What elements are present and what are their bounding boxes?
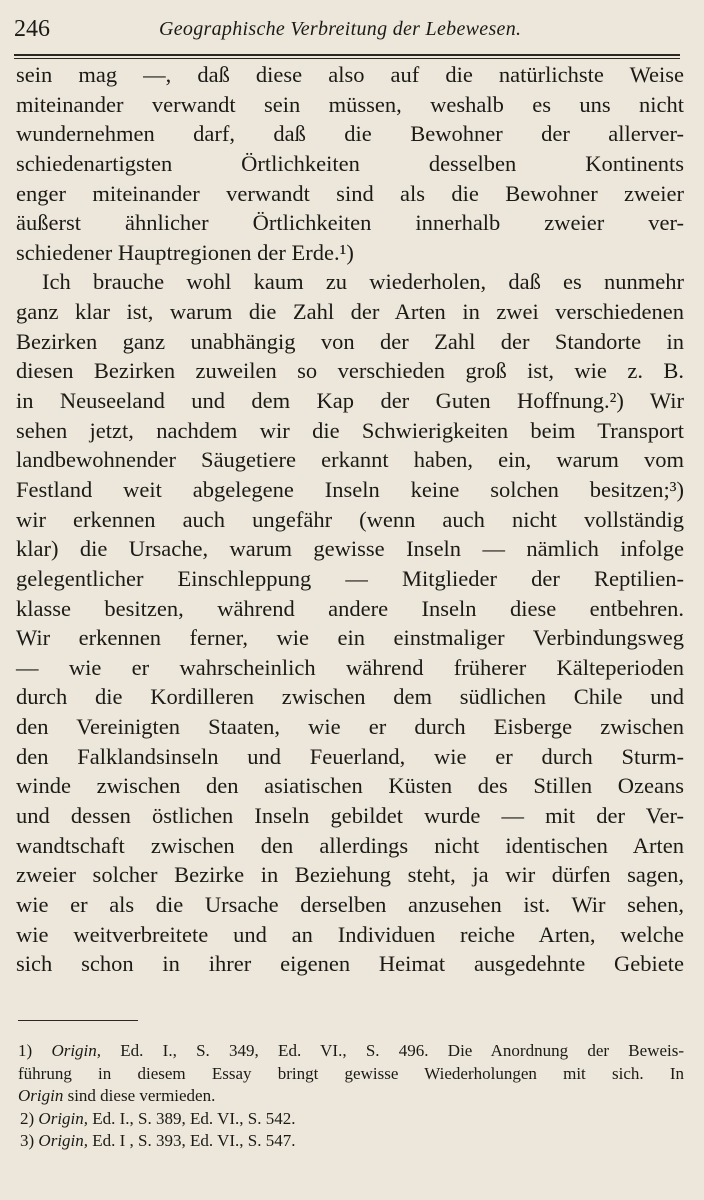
text-line: äußerst ähnlicher Örtlichkeiten innerhalb zweier ver-	[16, 210, 684, 236]
footnotes	[18, 1040, 684, 1153]
text-line: schiedener Hauptregionen der Erde.¹)	[16, 239, 354, 265]
text-line: und dessen östlichen Inseln gebildet wurde — mit der Ver-	[16, 803, 684, 829]
text-line: wandtschaft zwischen den allerdings nicht identischen Arten	[16, 832, 684, 858]
footnote-source-title: Origin,	[38, 1131, 89, 1150]
footnote-marker: 1)	[18, 1041, 33, 1060]
header-rule-thick	[14, 54, 680, 56]
footnote-1-end	[18, 1085, 684, 1108]
text-line: Ich brauche wohl kaum zu wiederholen, daß es nunmehr	[42, 269, 684, 295]
footnote-1	[18, 1040, 684, 1063]
footnote-source-title: Origin,	[38, 1108, 89, 1128]
text-line: den Falklandsinseln und Feuerland, wie er durch Sturm-	[16, 743, 684, 769]
text-line: diesen Bezirken zuweilen so verschieden groß ist, wie z. B.	[16, 358, 684, 384]
running-title: Geographische Verbreitung der Lebewesen.	[159, 18, 522, 40]
footnote-text: Ed. I., S. 349, Ed. VI., S. 496. Die Anordnung der Beweis-	[120, 1041, 685, 1060]
footnote-1-continued: führung in diesem Essay bringt gewisse Wiederholungen mit sich. In	[18, 1063, 684, 1083]
text-line: Bezirken ganz unabhängig von der Zahl der Standorte in	[16, 328, 684, 354]
footnote-marker: 3)	[20, 1131, 35, 1150]
text-line: ganz klar ist, warum die Zahl der Arten in zwei verschiedenen	[16, 299, 684, 325]
text-line: landbewohnender Säugetiere erkannt haben, ein, warum vom	[16, 447, 684, 473]
text-line: Wir erkennen ferner, wie ein einstmaliger Verbindungsweg	[16, 625, 684, 651]
footnote-text: Ed. I , S. 393, Ed. VI., S. 547.	[92, 1131, 296, 1150]
text-line: miteinander verwandt sein müssen, weshalb es uns nicht	[16, 91, 684, 117]
text-line: Festland weit abgelegene Inseln keine solchen besitzen;³)	[16, 476, 684, 502]
footnote-text: Ed. I., S. 389, Ed. VI., S. 542.	[92, 1108, 296, 1128]
text-line: gelegentlicher Einschleppung — Mitglieder der Reptilien-	[16, 565, 684, 591]
text-line: durch die Kordilleren zwischen dem südlichen Chile und	[16, 684, 684, 710]
footnote-source-title: Origin	[18, 1086, 64, 1105]
footnote-3	[18, 1130, 684, 1153]
page-number: 246	[14, 16, 50, 42]
text-line: wundernehmen darf, daß die Bewohner der allerver-	[16, 121, 684, 147]
text-line: sein mag —, daß diese also auf die natürlichste Weise	[16, 62, 684, 87]
footnote-text: sind diese vermieden.	[67, 1086, 216, 1105]
page-header	[14, 16, 680, 50]
body-text	[16, 60, 684, 979]
text-line: enger miteinander verwandt sind als die Bewohner zweier	[16, 180, 684, 206]
footnote-source-title: Origin,	[51, 1041, 102, 1060]
header-rule-thin	[14, 58, 680, 59]
text-line: in Neuseeland und dem Kap der Guten Hoffnung.²) Wir	[16, 388, 684, 414]
text-line: zweier solcher Bezirke in Beziehung steht, ja wir dürfen sagen,	[16, 862, 684, 888]
text-line: klasse besitzen, während andere Inseln diese entbehren.	[16, 595, 684, 621]
text-line: klar) die Ursache, warum gewisse Inseln — nämlich infolge	[16, 536, 684, 562]
text-line: sich schon in ihrer eigenen Heimat ausgedehnte Gebiete	[16, 951, 684, 977]
footnote-divider	[18, 1020, 138, 1021]
footnote-marker: 2)	[20, 1108, 35, 1128]
text-line: winde zwischen den asiatischen Küsten des Stillen Ozeans	[16, 773, 684, 799]
footnote-2	[18, 1108, 684, 1131]
text-line: wie weitverbreitete und an Individuen reiche Arten, welche	[16, 921, 684, 947]
text-line: sehen jetzt, nachdem wir die Schwierigkeiten beim Transport	[16, 417, 684, 443]
text-line: wir erkennen auch ungefähr (wenn auch nicht vollständig	[16, 506, 684, 532]
text-line: — wie er wahrscheinlich während früherer Kälteperioden	[16, 654, 684, 680]
text-line: den Vereinigten Staaten, wie er durch Eisberge zwischen	[16, 714, 684, 740]
text-line: schiedenartigsten Örtlichkeiten desselben Kontinents	[16, 150, 684, 176]
text-line: wie er als die Ursache derselben anzusehen ist. Wir sehen,	[16, 891, 684, 917]
